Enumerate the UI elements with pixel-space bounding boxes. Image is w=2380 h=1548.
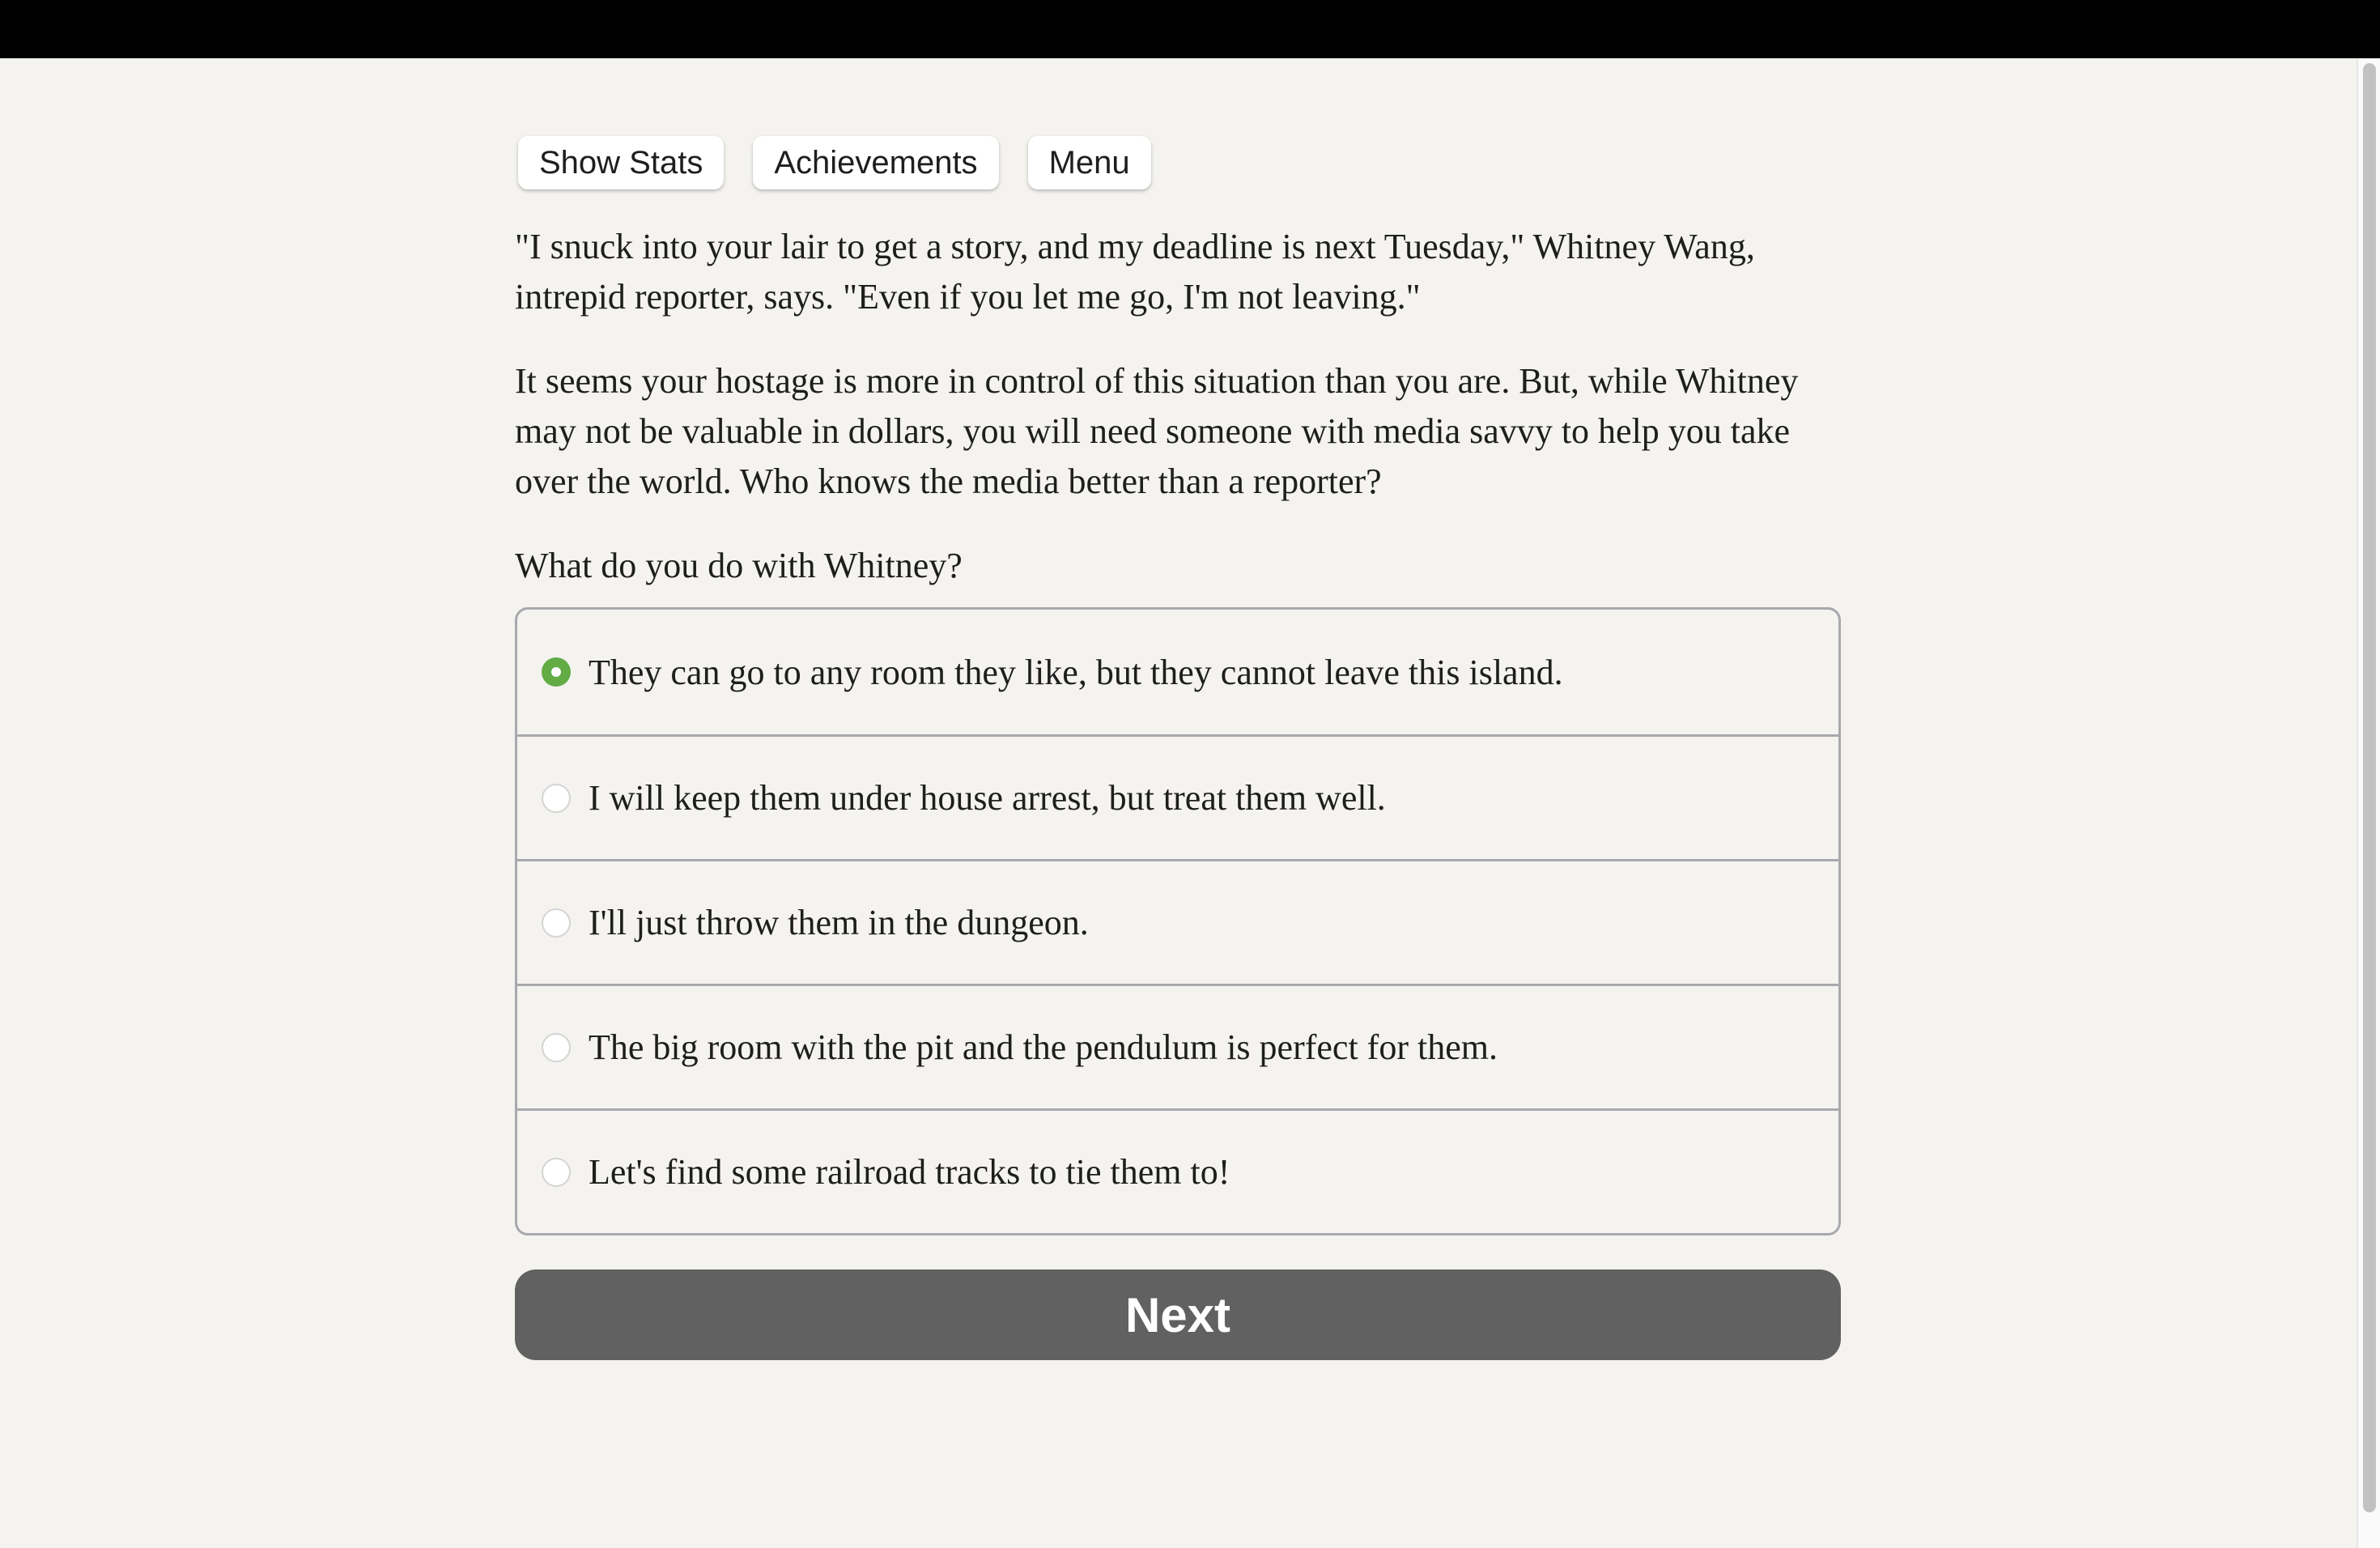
radio-icon[interactable] <box>542 1158 571 1187</box>
choice-option[interactable] <box>517 734 1838 859</box>
choice-option[interactable] <box>517 984 1838 1108</box>
next-button[interactable]: Next <box>515 1269 1841 1360</box>
achievements-button[interactable]: Achievements <box>753 136 998 189</box>
choice-label: I'll just throw them in the dungeon. <box>589 903 1089 942</box>
choice-label: They can go to any room they like, but they cannot leave this island. <box>589 652 1563 692</box>
radio-selected-icon[interactable] <box>542 657 571 687</box>
choice-label: Let's find some railroad tracks to tie them to! <box>589 1152 1230 1192</box>
choice-label: The big room with the pit and the pendulum is perfect for them. <box>589 1027 1498 1067</box>
menu-button[interactable]: Menu <box>1028 136 1151 189</box>
choice-option[interactable] <box>517 1108 1838 1233</box>
scrollbar-thumb[interactable] <box>2363 63 2376 1512</box>
story-paragraph: "I snuck into your lair to get a story, and my deadline is next Tuesday," Whitney Wang, intrepid reporter, says. "Even if you let me go, I'm not leaving." <box>515 227 1755 317</box>
radio-icon[interactable] <box>542 1033 571 1062</box>
radio-icon[interactable] <box>542 908 571 938</box>
choice-option[interactable] <box>517 610 1838 734</box>
question-text: What do you do with Whitney? <box>515 546 963 585</box>
choice-list <box>515 607 1841 1235</box>
toolbar <box>518 136 1841 189</box>
game-content <box>515 136 1841 1360</box>
story-paragraph: It seems your hostage is more in control of this situation than you are. But, while Whitney may not be valuable in dollars, you will need someone with media savvy to help you take over the world. Who knows the media better than a reporter? <box>515 361 1799 501</box>
choice-label: I will keep them under house arrest, but treat them well. <box>589 778 1386 818</box>
browser-top-bar <box>0 0 2380 58</box>
choice-option[interactable] <box>517 859 1838 984</box>
scrollbar[interactable] <box>2357 58 2380 1548</box>
radio-icon[interactable] <box>542 784 571 813</box>
show-stats-button[interactable]: Show Stats <box>518 136 724 189</box>
